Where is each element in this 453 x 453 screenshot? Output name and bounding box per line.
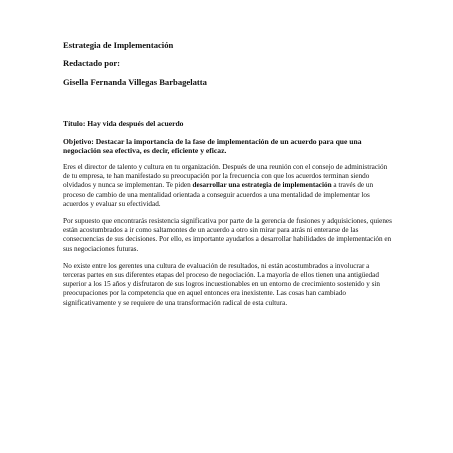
paragraph-1-emphasis: desarrollar una estrategia de implementación bbox=[192, 181, 332, 190]
paragraph-2: Por supuesto que encontrarás resistencia significativa por parte de la gerencia de fusiones y adquisiciones, quienes están acostumbrados a ir como saltamontes de un acuerdo a otro sin mirar para atrás ni enterarse de las consecuencias de sus decisiones. Por ello, es importante ayudarlos a desarrollar habilidades de implementación en sus negociaciones futuras. bbox=[63, 217, 392, 253]
byline-label: Redactado por: bbox=[63, 58, 121, 68]
document-heading: Estrategia de Implementación bbox=[63, 40, 174, 50]
objective-statement: Objetivo: Destacar la importancia de la fase de implementación de un acuerdo para que una negociación sea efectiva, es decir, eficiente y eficaz. bbox=[63, 137, 362, 155]
paragraph-1-text-end: a través de un proceso de cambio de una mentalidad orientada a conseguir acuerdos a una mentalidad de implementar los acuerdos y evaluar su efectividad. bbox=[63, 181, 374, 208]
document-body bbox=[63, 40, 393, 316]
paragraph-3: No existe entre los gerentes una cultura de evaluación de resultados, ni están acostumbrados a involucrar a terceras partes en sus diferentes etapas del proceso de negociación. La mayoría de ellos tienen una antigüedad superior a los 15 años y disfrutaron de sus logros incuestionables en un entorno de crecimiento sostenido y sin preocupaciones por la competencia que en aquel entonces era inexistente. Las cosas han cambiado significativamente y se requiere de una transformación radical de esta cultura. bbox=[63, 261, 380, 307]
paragraph-1 bbox=[63, 163, 393, 209]
paragraph-1-text-start: Eres el director de talento y cultura en tu organización. Después de una reunión con el consejo de administración de tu empresa, te han manifestado su preocupación por la frecuencia con que los acuerdos terminan siendo olvidados y nunca se implementan. Te piden bbox=[63, 163, 388, 190]
document-title: Título: Hay vida después del acuerdo bbox=[63, 119, 184, 128]
author-name: Gisella Fernanda Villegas Barbagelatta bbox=[63, 77, 207, 87]
